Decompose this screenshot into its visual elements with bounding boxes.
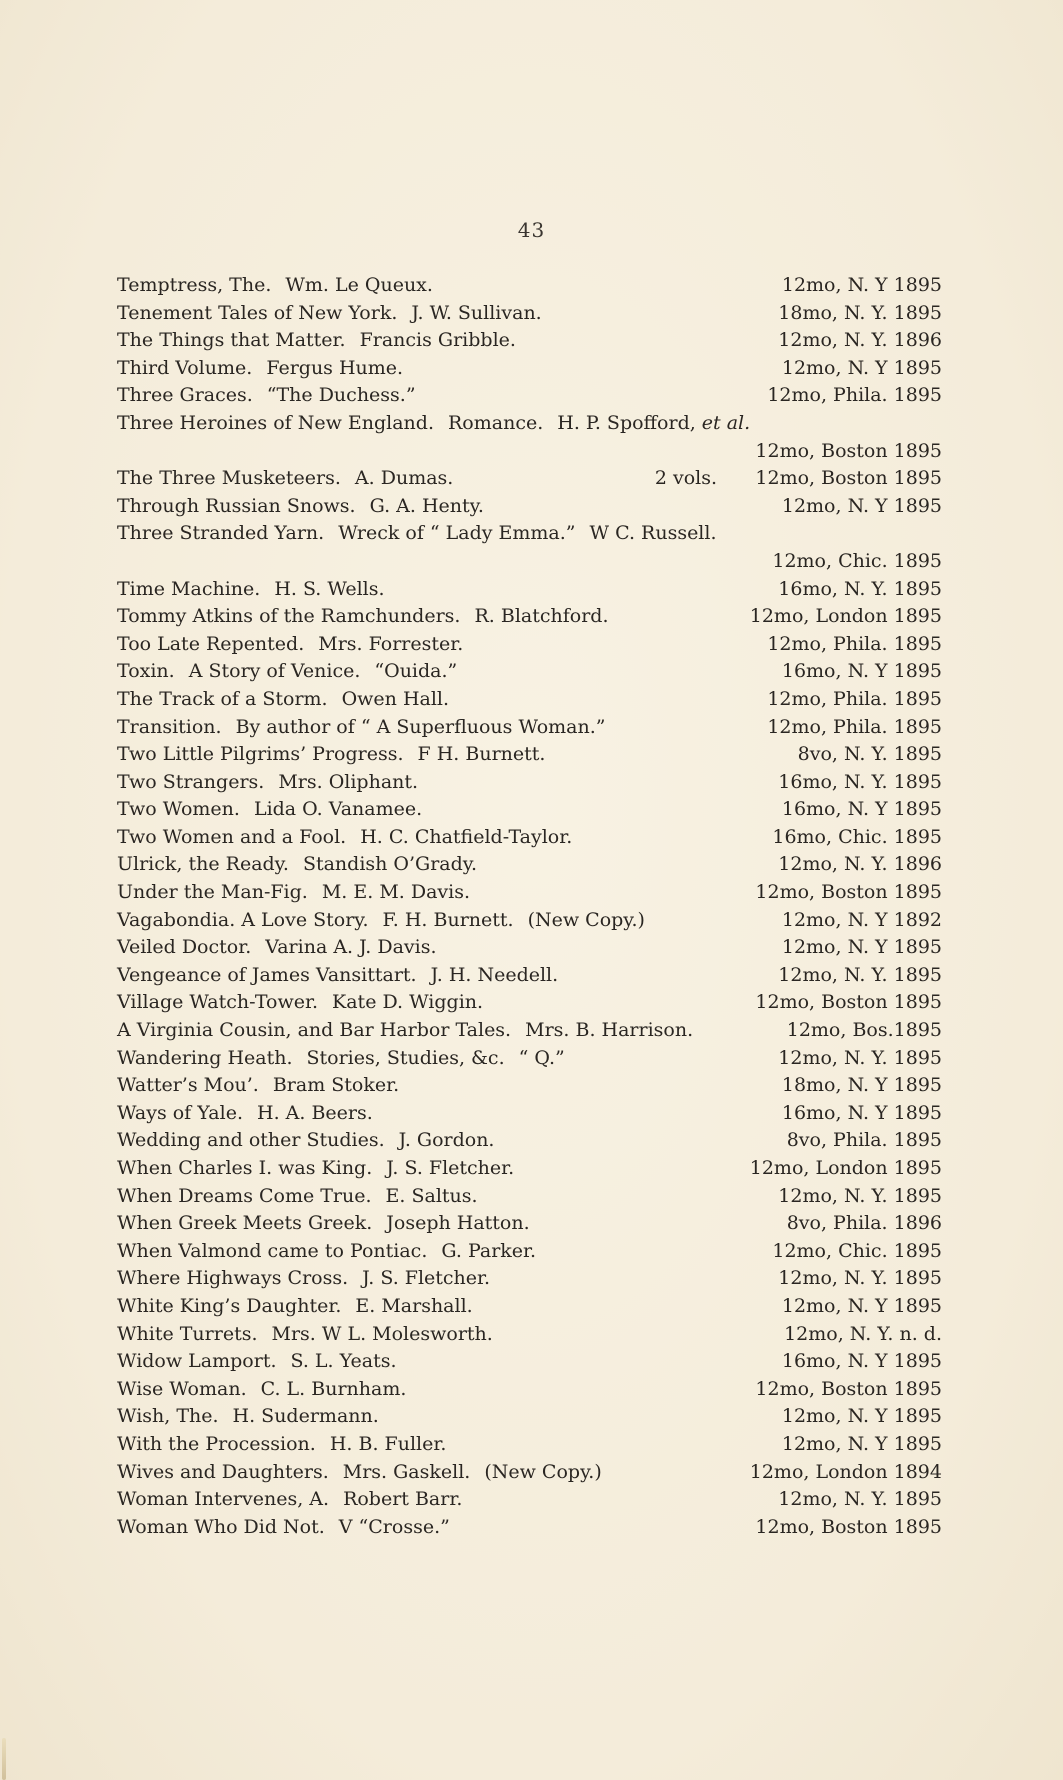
book-imprint: 12mo, London 1895 (749, 605, 942, 628)
book-title: Third Volume. (117, 356, 253, 379)
book-note: W C. Russell. (589, 522, 717, 545)
entry-description (117, 1183, 478, 1211)
book-author: J. S. Fletcher. (386, 1157, 515, 1179)
book-imprint: 12mo, N. Y. 1895 (778, 1046, 942, 1069)
book-title: Two Strangers. (117, 770, 265, 793)
list-item (117, 438, 942, 466)
entry-description (117, 1045, 565, 1073)
volume-count: 2 vols. (654, 467, 717, 490)
book-author: G. Parker. (441, 1239, 537, 1262)
book-imprint: 12mo, N. Y 1895 (781, 936, 942, 959)
book-author: F. H. Burnett. (382, 908, 514, 931)
book-title: With the Procession. (117, 1432, 316, 1455)
book-imprint: 12mo, Phila. 1895 (767, 715, 942, 738)
list-item (117, 1100, 942, 1128)
book-title: Woman Intervenes, A. (117, 1488, 330, 1511)
book-author: Mrs. W L. Molesworth. (271, 1322, 493, 1345)
book-title: Time Machine. (117, 577, 261, 600)
book-title: Vagabondia. A Love Story. (117, 908, 369, 931)
entry-description (117, 410, 750, 438)
book-author: Robert Barr. (343, 1488, 463, 1511)
book-imprint: 12mo, N. Y. 1896 (778, 329, 942, 352)
book-imprint: 12mo, Phila. 1895 (767, 687, 942, 710)
entry-description (117, 603, 609, 631)
entry-description (117, 851, 477, 879)
entry-description (117, 907, 645, 935)
book-list (117, 272, 942, 1541)
book-title: The Things that Matter. (117, 329, 346, 352)
book-title: Temptress, The. (117, 274, 272, 296)
list-item (117, 1127, 942, 1155)
list-item (117, 327, 942, 355)
list-item (117, 989, 942, 1017)
book-author: A. Dumas. (354, 467, 454, 490)
book-author: H. A. Beers. (257, 1101, 373, 1124)
list-item (117, 962, 942, 990)
book-title: Two Little Pilgrims’ Progress. (117, 743, 404, 766)
book-author: Fergus Hume. (266, 356, 404, 379)
list-item (117, 714, 942, 742)
list-item (117, 1155, 942, 1183)
entry-description (117, 714, 605, 742)
list-item (117, 907, 942, 935)
book-author: A Story of Venice. (188, 660, 361, 683)
book-imprint: 12mo, Boston 1895 (755, 439, 942, 462)
book-imprint: 12mo, N. Y 1895 (781, 1294, 942, 1317)
list-item (117, 1376, 942, 1404)
book-title: Two Women and a Fool. (117, 825, 347, 848)
list-item (117, 1459, 942, 1487)
book-author: G. A. Henty. (369, 494, 484, 517)
entry-description (117, 1293, 473, 1321)
book-title: White King’s Daughter. (117, 1294, 342, 1317)
entry-description (117, 355, 403, 383)
book-title: Watter’s Mou’. (117, 1074, 259, 1097)
book-title: Wise Woman. (117, 1377, 247, 1400)
book-title: When Valmond came to Pontiac. (117, 1239, 428, 1262)
book-title: Two Women. (117, 798, 240, 821)
book-imprint: 12mo, N. Y. 1896 (778, 853, 942, 876)
book-author: H. B. Fuller. (329, 1432, 447, 1455)
list-item (117, 1348, 942, 1376)
entry-description (117, 1459, 602, 1487)
list-item (117, 769, 942, 797)
book-title: Village Watch-Tower. (117, 991, 319, 1014)
entry-description (117, 520, 717, 548)
book-note: “ Q.” (518, 1046, 565, 1069)
list-item (117, 741, 942, 769)
list-item (117, 1210, 942, 1238)
book-imprint: 12mo, Phila. 1895 (767, 632, 942, 655)
list-item (117, 1017, 942, 1045)
book-title: Wives and Daughters. (117, 1460, 329, 1483)
list-item (117, 1072, 942, 1100)
book-imprint: 8vo, Phila. 1895 (786, 1129, 942, 1152)
book-imprint: 12mo, N. Y. 1895 (778, 1488, 942, 1511)
list-item (117, 1045, 942, 1073)
book-author: Mrs. B. Harrison. (525, 1019, 694, 1042)
book-author: J. Gordon. (398, 1129, 495, 1152)
book-imprint: 12mo, Bos.1895 (786, 1019, 942, 1042)
book-imprint: 12mo, N. Y. 1895 (778, 1184, 942, 1207)
entry-description (117, 658, 457, 686)
book-title: White Turrets. (117, 1322, 258, 1345)
entry-description (117, 1321, 493, 1349)
book-title: Transition. (117, 715, 222, 738)
entry-description (117, 1127, 494, 1155)
book-imprint: 12mo, London 1894 (749, 1460, 942, 1483)
list-item (117, 1431, 942, 1459)
book-imprint: 12mo, London 1895 (749, 1157, 942, 1179)
book-note: H. P. Spofford, (557, 411, 696, 434)
list-item (117, 631, 942, 659)
book-imprint: 16mo, N. Y. 1895 (778, 770, 942, 793)
entry-description (117, 1431, 446, 1459)
entry-description (117, 879, 470, 907)
entry-description (117, 1210, 530, 1238)
book-imprint: 16mo, N. Y 1895 (781, 1350, 942, 1373)
book-author: S. L. Yeats. (290, 1350, 397, 1373)
book-imprint: 12mo, N. Y 1895 (781, 1432, 942, 1455)
book-imprint: 16mo, N. Y 1895 (781, 1101, 942, 1124)
book-imprint: 12mo, N. Y 1895 (781, 356, 942, 379)
entry-description (117, 465, 453, 493)
book-author: Owen Hall. (341, 687, 450, 710)
book-imprint: 12mo, Chic. 1895 (772, 549, 942, 572)
book-author: Joseph Hatton. (386, 1212, 530, 1235)
book-title: Wandering Heath. (117, 1046, 293, 1069)
book-title: Vengeance of James Vansittart. (117, 963, 417, 986)
book-title: Three Heroines of New England. (117, 411, 434, 434)
book-imprint: 12mo, Phila. 1895 (767, 384, 942, 407)
book-title: Too Late Repented. (117, 632, 305, 655)
book-author: V “Crosse.” (338, 1515, 450, 1538)
book-author: J. H. Needell. (430, 963, 559, 986)
book-imprint: 12mo, N. Y 1895 (781, 1405, 942, 1428)
book-author: R. Blatchford. (474, 605, 609, 628)
list-item (117, 658, 942, 686)
book-title: Wedding and other Studies. (117, 1129, 385, 1152)
book-author: Varina A. J. Davis. (265, 936, 437, 959)
list-item (117, 493, 942, 521)
book-author: Francis Gribble. (359, 329, 516, 352)
book-author: “The Duchess.” (266, 384, 416, 407)
entry-description (117, 1100, 373, 1128)
book-imprint: 12mo, N. Y 1892 (781, 908, 942, 931)
book-title: Through Russian Snows. (117, 494, 356, 517)
book-author: F H. Burnett. (417, 743, 546, 766)
entry-description (117, 934, 437, 962)
entry-description (117, 576, 385, 604)
list-item (117, 796, 942, 824)
book-title: Toxin. (117, 660, 175, 683)
list-item (117, 851, 942, 879)
book-imprint: 18mo, N. Y. 1895 (778, 301, 942, 324)
list-item (117, 1265, 942, 1293)
book-author: H. Sudermann. (232, 1405, 379, 1428)
book-title: Ulrick, the Ready. (117, 853, 289, 876)
book-author: Kate D. Wiggin. (332, 991, 484, 1014)
book-author: Stories, Studies, &c. (306, 1046, 505, 1069)
book-imprint: 16mo, N. Y 1895 (781, 660, 942, 683)
entry-description (117, 1486, 462, 1514)
book-imprint: 12mo, Boston 1895 (755, 881, 942, 904)
book-title: When Greek Meets Greek. (117, 1212, 373, 1235)
list-item (117, 382, 942, 410)
list-item (117, 934, 942, 962)
book-imprint: 12mo, N. Y 1895 (781, 494, 942, 517)
page-number: 43 (517, 218, 546, 242)
book-imprint: 16mo, N. Y 1895 (781, 798, 942, 821)
entry-description (117, 962, 558, 990)
book-imprint: 12mo, Chic. 1895 (772, 1239, 942, 1262)
book-title: Three Stranded Yarn. (117, 522, 325, 545)
entry-description (117, 493, 484, 521)
book-author: H. S. Wells. (274, 577, 385, 600)
book-imprint: 12mo, N. Y. 1895 (778, 1267, 942, 1290)
list-item (117, 879, 942, 907)
list-item (117, 355, 942, 383)
book-imprint: 18mo, N. Y 1895 (781, 1074, 942, 1097)
book-title: Three Graces. (117, 384, 253, 407)
book-imprint: 12mo, N. Y. n. d. (784, 1322, 942, 1345)
book-author: Bram Stoker. (272, 1074, 400, 1097)
entry-description (117, 1403, 379, 1431)
entry-description (117, 1514, 450, 1542)
book-title: Wish, The. (117, 1405, 219, 1428)
list-item (117, 686, 942, 714)
list-item (117, 603, 942, 631)
book-title: The Track of a Storm. (117, 687, 328, 710)
book-note: (New Copy.) (484, 1460, 602, 1483)
entry-description (117, 769, 418, 797)
entry-description (117, 1265, 490, 1293)
book-imprint: 12mo, Boston 1895 (755, 991, 942, 1014)
book-author: By author of “ A Superfluous Woman.” (235, 715, 606, 738)
book-author: M. E. M. Davis. (321, 881, 471, 904)
book-imprint: 8vo, N. Y. 1895 (797, 743, 942, 766)
book-author: J. S. Fletcher. (362, 1267, 491, 1290)
book-author: Mrs. Forrester. (318, 632, 464, 655)
list-item (117, 272, 942, 300)
book-title: Where Highways Cross. (117, 1267, 349, 1290)
entry-description (117, 1376, 406, 1404)
book-imprint: 12mo, N. Y 1895 (781, 274, 942, 296)
list-item (117, 520, 942, 548)
list-item (117, 548, 942, 576)
book-title: When Dreams Come True. (117, 1184, 372, 1207)
entry-description (117, 686, 449, 714)
list-item (117, 1183, 942, 1211)
book-title: Tommy Atkins of the Ramchunders. (117, 605, 461, 628)
book-imprint: 12mo, N. Y. 1895 (778, 963, 942, 986)
book-title: Under the Man-Fig. (117, 881, 308, 904)
entry-description (117, 1348, 397, 1376)
entry-description (117, 824, 572, 852)
list-item (117, 1293, 942, 1321)
book-title: Ways of Yale. (117, 1101, 243, 1124)
book-note-italic: et al. (701, 411, 751, 434)
book-author: Lida O. Vanamee. (253, 798, 423, 821)
list-item (117, 1321, 942, 1349)
entry-description (117, 1017, 693, 1045)
book-author: H. C. Chatfield-Taylor. (360, 825, 573, 848)
book-title: Widow Lamport. (117, 1350, 277, 1373)
book-author: Romance. (448, 411, 544, 434)
book-author: Wreck of “ Lady Emma.” (338, 522, 576, 545)
book-author: J. W. Sullivan. (411, 301, 542, 324)
entry-description (117, 382, 416, 410)
entry-description (117, 631, 463, 659)
book-author: Wm. Le Queux. (285, 274, 433, 296)
entry-description (117, 272, 433, 300)
book-title: Tenement Tales of New York. (117, 301, 398, 324)
book-title: Woman Who Did Not. (117, 1515, 325, 1538)
book-imprint: 12mo, Boston 1895 (755, 1377, 942, 1400)
list-item (117, 824, 942, 852)
list-item (117, 1238, 942, 1266)
entry-description (117, 327, 516, 355)
entry-description (117, 1072, 399, 1100)
book-author: E. Saltus. (385, 1184, 478, 1207)
entry-description (117, 1238, 536, 1266)
list-item (117, 300, 942, 328)
list-item (117, 1486, 942, 1514)
book-author: Mrs. Oliphant. (278, 770, 419, 793)
book-author: Standish O’Grady. (302, 853, 478, 876)
list-item (117, 465, 942, 493)
list-item (117, 576, 942, 604)
list-item (117, 1514, 942, 1542)
margin-mark (2, 1738, 6, 1780)
entry-description (117, 1155, 514, 1183)
list-item (117, 410, 942, 438)
book-title: The Three Musketeers. (117, 467, 341, 490)
book-imprint: 12mo, Boston 1895 (755, 467, 942, 490)
book-note: “Ouida.” (374, 660, 458, 683)
book-note: (New Copy.) (527, 908, 645, 931)
entry-description (117, 796, 422, 824)
book-author: E. Marshall. (355, 1294, 473, 1317)
book-imprint: 16mo, Chic. 1895 (772, 825, 942, 848)
book-title: A Virginia Cousin, and Bar Harbor Tales. (117, 1019, 512, 1042)
book-imprint: 8vo, Phila. 1896 (786, 1212, 942, 1235)
book-imprint: 16mo, N. Y. 1895 (778, 577, 942, 600)
book-author: C. L. Burnham. (260, 1377, 407, 1400)
book-imprint: 12mo, Boston 1895 (755, 1515, 942, 1538)
entry-description (117, 989, 483, 1017)
entry-description (117, 741, 545, 769)
entry-description (117, 300, 542, 328)
book-title: Veiled Doctor. (117, 936, 252, 959)
list-item (117, 1403, 942, 1431)
book-title: When Charles I. was King. (117, 1157, 373, 1179)
book-author: Mrs. Gaskell. (342, 1460, 471, 1483)
